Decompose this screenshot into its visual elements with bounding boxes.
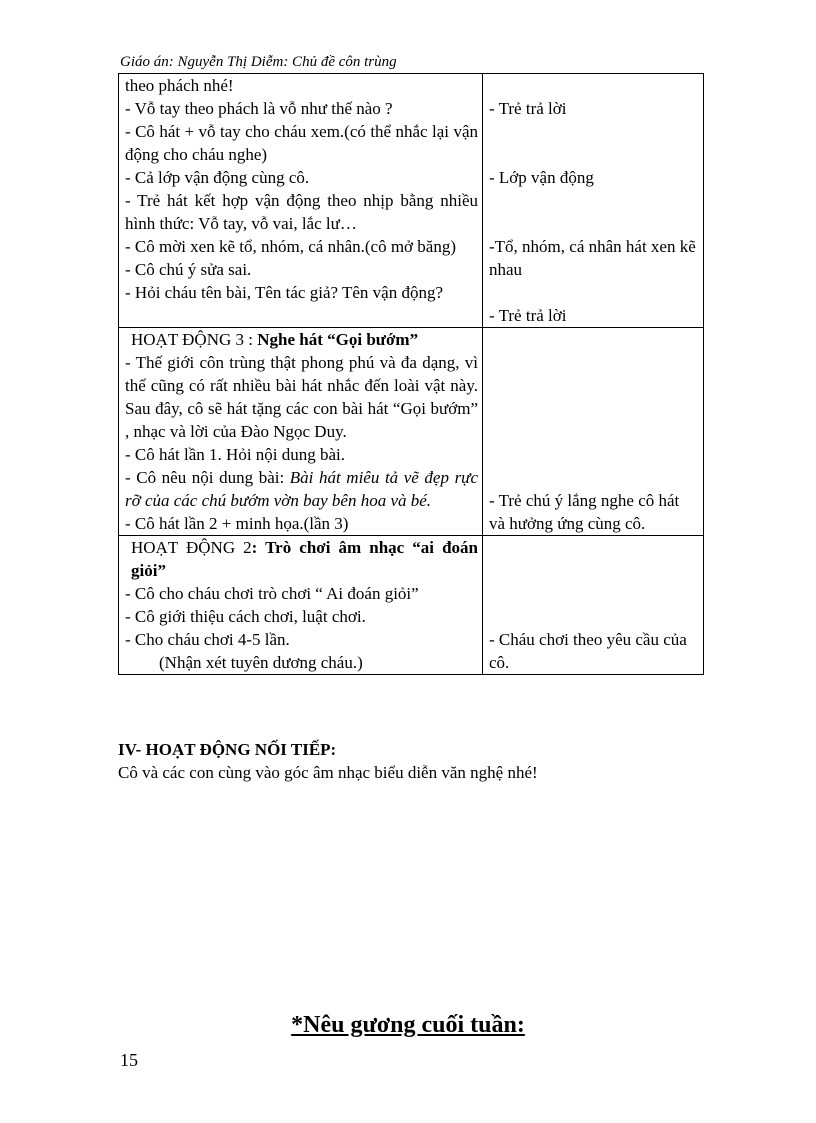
activity-line: - Cô cho cháu chơi trò chơi “ Ai đoán giỏi” <box>125 584 419 603</box>
child-response-cell <box>483 328 704 536</box>
activity-line: - Hỏi cháu tên bài, Tên tác giả? Tên vận động? <box>125 283 444 302</box>
activity-line: - Trẻ hát kết hợp vận động theo nhịp bằng nhiều hình thức: Vỗ tay, vỗ vai, lắc lư… <box>125 191 478 233</box>
activity-line: (Nhận xét tuyên dương cháu.) <box>159 653 363 672</box>
activity-line: - Cho cháu chơi 4-5 lần. <box>125 630 290 649</box>
heading-prefix: HOẠT ĐỘNG 3 : <box>131 330 258 349</box>
activity-line: - Cô hát lần 2 + minh họa.(lần 3) <box>125 514 349 533</box>
section-number: IV- <box>118 740 146 759</box>
activity-paragraph: - Thế giới côn trùng thật phong phú và đa dạng, vì thế cũng có rất nhiều bài hát nhắc đến loài vật này. Sau đây, cô sẽ hát tặng các con bài hát “Gọi bướm” , nhạc và lời của Đào Ngọc Duy. <box>125 353 478 441</box>
page-header: Giáo án: Nguyễn Thị Diễm: Chủ đề côn trùng <box>120 54 397 70</box>
response-line: - Cháu chơi theo yêu cầu của cô. <box>489 630 687 672</box>
activity-line: - Cả lớp vận động cùng cô. <box>125 168 310 187</box>
table-row <box>119 536 704 675</box>
section-text: Cô và các con cùng vào góc âm nhạc biểu diễn văn nghệ nhé! <box>118 763 538 782</box>
activity-line: - Cô chú ý sửa sai. <box>125 260 252 279</box>
activity-line <box>125 466 478 512</box>
heading-title: Nghe hát “Gọi bướm” <box>257 330 419 349</box>
activity-line: - Vỗ tay theo phách là vỗ như thế nào ? <box>125 99 393 118</box>
activity-line: - Cô hát lần 1. Hỏi nội dung bài. <box>125 445 346 464</box>
child-response-cell <box>483 74 704 328</box>
activity-line: - Cô mời xen kẽ tổ, nhóm, cá nhân.(cô mở băng) <box>125 237 456 256</box>
section-follow-up <box>118 738 718 784</box>
child-response-cell <box>483 536 704 675</box>
table-row <box>119 328 704 536</box>
heading-title: : Trò chơi âm nhạc “ai đoán giỏi” <box>131 538 478 580</box>
response-line: - Lớp vận động <box>489 168 594 187</box>
page-number: 15 <box>120 1050 138 1070</box>
activity-line: theo phách nhé! <box>125 76 234 95</box>
table-row <box>119 74 704 328</box>
response-line: - Trẻ trả lời <box>489 306 567 325</box>
activity-heading <box>125 536 478 582</box>
activity-line: - Cô hát + vỗ tay cho cháu xem.(có thể nhắc lại vận động cho cháu nghe) <box>125 122 478 164</box>
activity-heading <box>125 328 478 351</box>
activity-cell <box>119 328 483 536</box>
closing-heading: *Nêu gương cuối tuần: <box>291 1012 525 1038</box>
response-line: - Trẻ trả lời <box>489 99 567 118</box>
response-line: -Tổ, nhóm, cá nhân hát xen kẽ nhau <box>489 237 696 279</box>
lesson-table <box>118 73 704 675</box>
song-content: Bài hát miêu tả vẽ đẹp rực rỡ của các chú bướm vờn bay bên hoa và bé. <box>125 468 478 510</box>
section-title: HOẠT ĐỘNG NỐI TIẾP: <box>145 740 337 759</box>
heading-prefix: HOẠT ĐỘNG 2 <box>131 538 252 557</box>
response-line: - Trẻ chú ý lắng nghe cô hát và hưởng ứng cùng cô. <box>489 491 680 533</box>
activity-line: - Cô giới thiệu cách chơi, luật chơi. <box>125 607 366 626</box>
section-heading <box>118 738 718 761</box>
activity-cell <box>119 74 483 328</box>
activity-cell <box>119 536 483 675</box>
content-prefix: - Cô nêu nội dung bài: <box>125 468 290 487</box>
